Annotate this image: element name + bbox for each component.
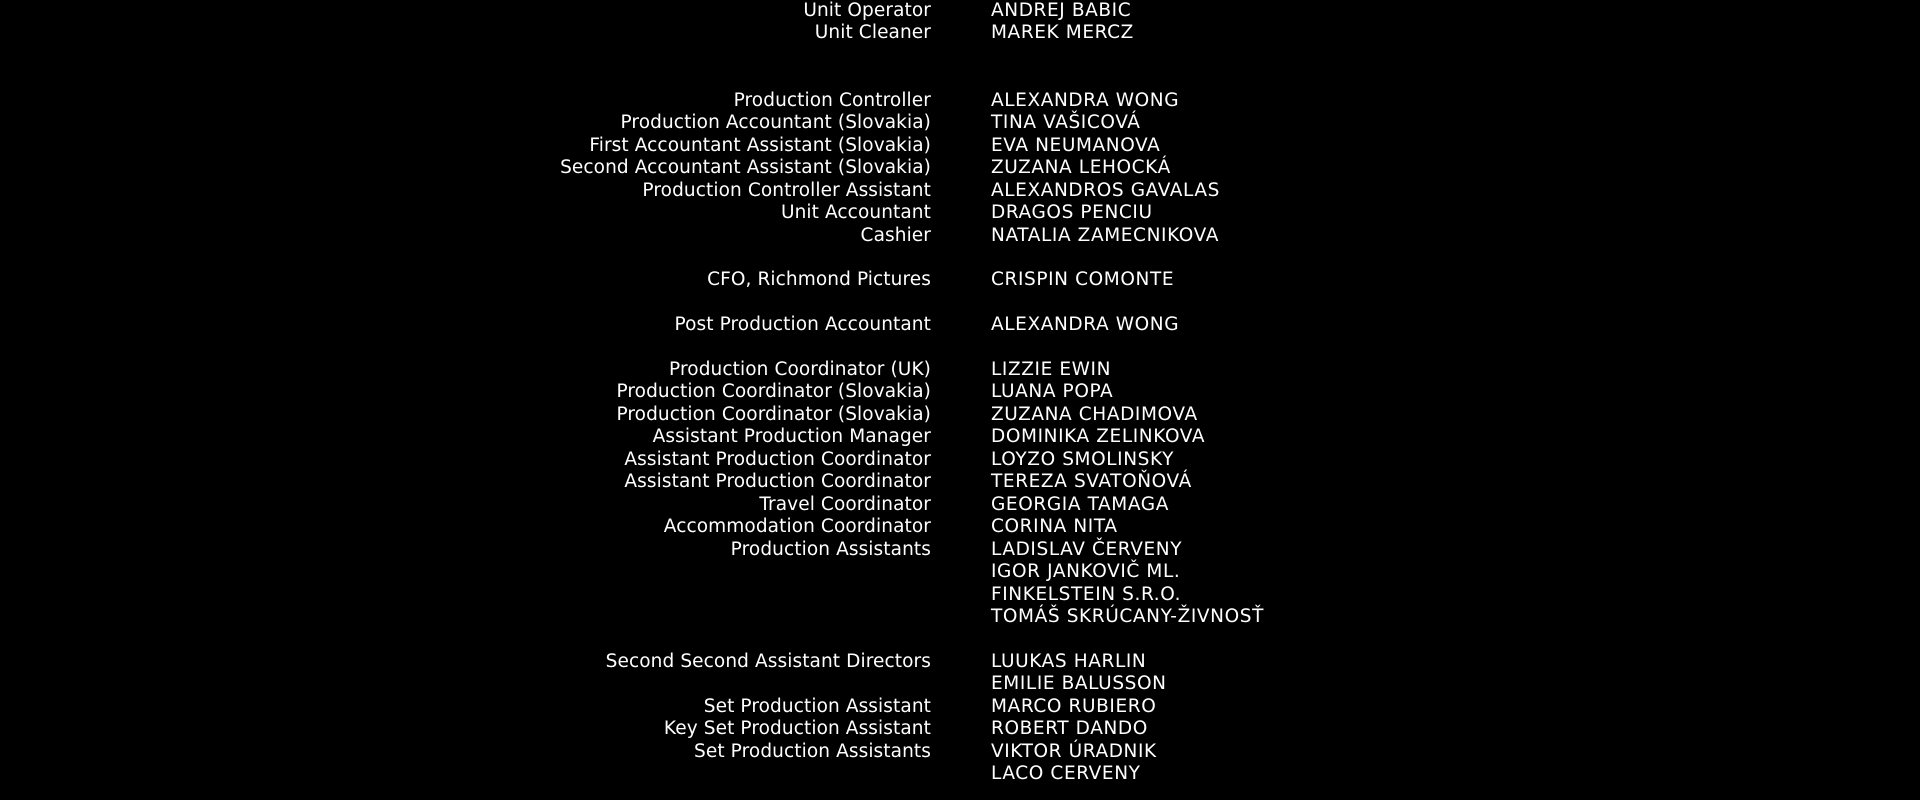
credit-row	[0, 359, 1920, 381]
credit-row	[0, 0, 1920, 22]
credit-role: Production Accountant (Slovakia)	[620, 112, 931, 133]
credit-row	[0, 269, 1920, 291]
credit-name: MAREK MERCZ	[991, 22, 1134, 43]
credit-role: Unit Accountant	[780, 202, 931, 223]
credit-role: Travel Coordinator	[759, 494, 931, 515]
credit-row	[0, 741, 1920, 763]
credit-role: First Accountant Assistant (Slovakia)	[589, 135, 931, 156]
credit-name: DRAGOS PENCIU	[991, 202, 1153, 223]
credit-name: EVA NEUMANOVA	[991, 135, 1161, 156]
credit-role: Production Controller	[733, 90, 931, 111]
credit-row	[0, 696, 1920, 718]
credit-row	[0, 112, 1920, 134]
credit-row	[0, 471, 1920, 493]
credit-name: TOMÁŠ SKRÚCANY-ŽIVNOSŤ	[991, 606, 1264, 627]
credit-name: NATALIA ZAMECNIKOVA	[991, 225, 1219, 246]
credit-name: ZUZANA CHADIMOVA	[991, 404, 1198, 425]
credit-name: LOYZO SMOLINSKY	[991, 449, 1174, 470]
credit-role: Post Production Accountant	[674, 314, 931, 335]
credit-role: Second Second Assistant Directors	[605, 651, 931, 672]
credit-row	[0, 135, 1920, 157]
credit-row	[0, 718, 1920, 740]
credit-role: Assistant Production Coordinator	[624, 471, 931, 492]
credit-name: DOMINIKA ZELINKOVA	[991, 426, 1206, 447]
credit-role: Assistant Production Coordinator	[624, 449, 931, 470]
credit-name: FINKELSTEIN S.R.O.	[991, 584, 1182, 605]
credit-row	[0, 314, 1920, 336]
credit-name: ZUZANA LEHOCKÁ	[991, 157, 1171, 178]
credit-name: LACO CERVENY	[991, 763, 1141, 784]
credit-row	[0, 494, 1920, 516]
credit-name: CRISPIN COMONTE	[991, 269, 1175, 290]
credit-name: ANDREJ BABIC	[991, 0, 1132, 21]
credit-row	[0, 561, 1920, 583]
credit-name: ALEXANDRA WONG	[991, 90, 1180, 111]
credit-name: TINA VAŠICOVÁ	[991, 112, 1141, 133]
credit-role: Key Set Production Assistant	[663, 718, 931, 739]
credit-row	[0, 157, 1920, 179]
credit-row	[0, 539, 1920, 561]
credit-role: Production Coordinator (Slovakia)	[616, 381, 931, 402]
credit-name: VIKTOR ÚRADNIK	[991, 741, 1157, 762]
credit-name: MARCO RUBIERO	[991, 696, 1157, 717]
credit-role: Accommodation Coordinator	[663, 516, 931, 537]
credit-name: LADISLAV ČERVENY	[991, 539, 1183, 560]
credit-row	[0, 90, 1920, 112]
credit-row	[0, 763, 1920, 785]
credit-role: Production Coordinator (UK)	[669, 359, 931, 380]
credit-row	[0, 426, 1920, 448]
credit-role: Cashier	[860, 225, 931, 246]
credit-role: Production Assistants	[730, 539, 931, 560]
credit-name: ROBERT DANDO	[991, 718, 1148, 739]
credit-role: Unit Operator	[803, 0, 931, 21]
credit-name: LIZZIE EWIN	[991, 359, 1112, 380]
credit-role: Assistant Production Manager	[652, 426, 931, 447]
credit-row	[0, 202, 1920, 224]
credit-row	[0, 606, 1920, 628]
credit-row	[0, 584, 1920, 606]
credit-role: CFO, Richmond Pictures	[707, 269, 931, 290]
credit-name: GEORGIA TAMAGA	[991, 494, 1169, 515]
credit-row	[0, 225, 1920, 247]
credit-role: Unit Cleaner	[814, 22, 931, 43]
credit-name: ALEXANDRA WONG	[991, 314, 1180, 335]
credit-role: Set Production Assistant	[703, 696, 931, 717]
credit-row	[0, 673, 1920, 695]
credit-row	[0, 516, 1920, 538]
credit-name: CORINA NITA	[991, 516, 1118, 537]
credit-name: LUANA POPA	[991, 381, 1114, 402]
credit-row	[0, 381, 1920, 403]
credit-name: LUUKAS HARLIN	[991, 651, 1147, 672]
credit-role: Second Accountant Assistant (Slovakia)	[560, 157, 931, 178]
credit-name: ALEXANDROS GAVALAS	[991, 180, 1220, 201]
credit-name: EMILIE BALUSSON	[991, 673, 1167, 694]
credit-name: IGOR JANKOVIČ ML.	[991, 561, 1181, 582]
credit-row	[0, 22, 1920, 44]
credit-role: Production Coordinator (Slovakia)	[616, 404, 931, 425]
credit-name: TEREZA SVATOŇOVÁ	[991, 471, 1192, 492]
credit-row	[0, 651, 1920, 673]
credit-row	[0, 404, 1920, 426]
credit-row	[0, 449, 1920, 471]
credit-role: Production Controller Assistant	[642, 180, 931, 201]
credit-role: Set Production Assistants	[694, 741, 931, 762]
credit-row	[0, 180, 1920, 202]
